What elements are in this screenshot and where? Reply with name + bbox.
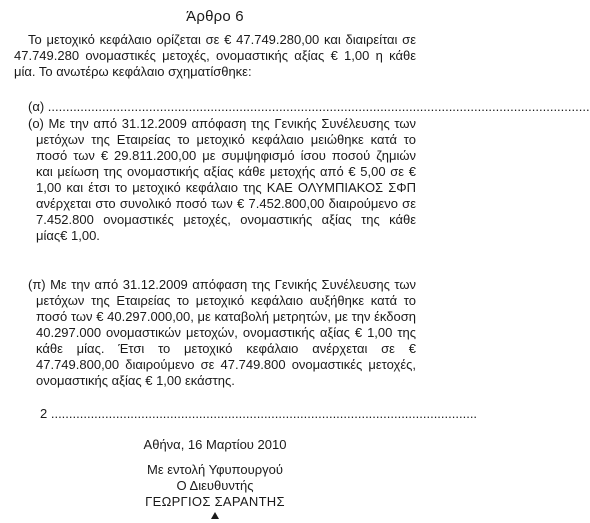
article-paragraph-intro: Το μετοχικό κεφάλαιο ορίζεται σε € 47.749.280,00 και διαιρείται σε 47.749.280 ονομαστικές μετοχές, ονομαστικής αξίας € 1,00 η κάθε μία. Το ανωτέρω κεφάλαιο σχηματίσθηκε: xyxy=(14,32,416,79)
paragraph-p: (π) Με την από 31.12.2009 απόφαση της Γενικής Συνέλευσης των μετόχων της Εταιρείας το μετοχικό κεφάλαιο αυξήθηκε κατά το ποσό των € 40.297.000,00, με καταβολή μετρητών, με την έκδοση 40.297.000 ονομαστικών μετοχών, ονομαστικής αξίας € 1,00 της κάθε μίας. Έτσι το μετοχικό κεφάλαιο ανέρχεται σε € 47.749.800,00 διαιρούμενο σε 47.749.800 ονομαστικές μετοχές, ονομαστικής αξίας € 1,00 εκάστης. xyxy=(28,277,416,388)
signature-date: Αθήνα, 16 Μαρτίου 2010 xyxy=(143,437,287,452)
paragraph-o: (ο) Με την από 31.12.2009 απόφαση της Γενικής Συνέλευσης των μετόχων της Εταιρείας το μετοχικό κεφάλαιο μειώθηκε κατά το ποσό των € 29.811.200,00 με συμψηφισμό ίσου ποσού ζημιών και μείωση της ονομαστικής αξίας κάθε μετοχής από € 5,00 σε € 1,00 και έτσι το μετοχικό κεφάλαιο της ΚΑΕ ΟΛΥΜΠΙΑΚΟΣ ΣΦΠ ανέρχεται στο συνολικό ποσό των € 7.452.800,00 διαιρούμενο σε 7.452.800 ονομαστικές μετοχές, ονομαστικής αξίας της κάθε μίας€ 1,00. xyxy=(28,116,416,243)
paragraph-2-placeholder: 2 ...................................................................................................................... xyxy=(40,406,478,421)
end-marker-triangle-icon xyxy=(211,512,219,519)
signature-name: ΓΕΩΡΓΙΟΣ ΣΑΡΑΝΤΗΣ xyxy=(145,494,285,509)
signature-role: Ο Διευθυντής xyxy=(176,478,254,493)
signature-order-line: Με εντολή Υφυπουργού xyxy=(147,462,283,477)
article-title: Άρθρο 6 xyxy=(186,8,244,25)
paragraph-a-placeholder: (α) ...................................................................................................................................................... xyxy=(28,99,590,114)
